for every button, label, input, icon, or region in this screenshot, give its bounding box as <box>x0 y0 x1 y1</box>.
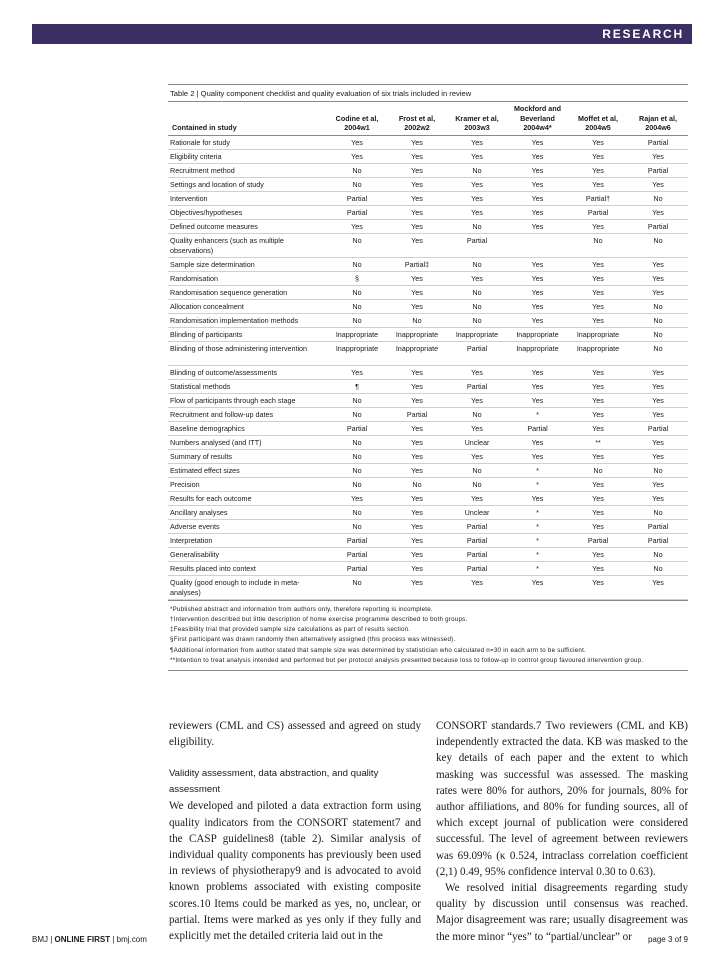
table-cell: Yes <box>628 575 688 599</box>
table-cell: Yes <box>628 285 688 299</box>
table-cell: Yes <box>568 505 628 519</box>
table-cell: No <box>327 163 387 177</box>
table-cell: Yes <box>387 205 447 219</box>
column-header-study: Moffet et al, 2004w5 <box>568 102 628 135</box>
footnote: *Published abstract and information from authors only, therefore reporting is incomplete. <box>170 605 433 613</box>
table-cell: Yes <box>507 219 568 233</box>
table-cell: Yes <box>507 257 568 271</box>
table-cell: Yes <box>387 575 447 599</box>
table-cell: Yes <box>507 491 568 505</box>
table-cell: Partial <box>387 407 447 421</box>
table-cell: No <box>447 313 507 327</box>
table-cell: Yes <box>387 365 447 379</box>
table-cell: No <box>447 407 507 421</box>
table-cell: No <box>327 449 387 463</box>
table-row <box>168 285 688 299</box>
table-cell: * <box>507 519 568 533</box>
table-cell: Inappropriate <box>327 341 387 365</box>
table-cell: Yes <box>568 561 628 575</box>
table-cell <box>507 233 568 257</box>
table-cell: No <box>628 547 688 561</box>
table-cell: No <box>327 177 387 191</box>
table-row <box>168 205 688 219</box>
table-cell: Inappropriate <box>327 327 387 341</box>
table-cell: Yes <box>447 205 507 219</box>
table-cell: No <box>628 561 688 575</box>
table-cell: No <box>628 233 688 257</box>
table-cell: Yes <box>568 393 628 407</box>
table-cell: Partial <box>447 341 507 365</box>
table-cell: Yes <box>507 177 568 191</box>
table-row <box>168 533 688 547</box>
quality-table <box>168 84 688 671</box>
table-cell: Yes <box>568 219 628 233</box>
table-cell: Yes <box>507 285 568 299</box>
table-cell: No <box>628 463 688 477</box>
table-cell: Yes <box>628 379 688 393</box>
table-cell: Yes <box>507 313 568 327</box>
table-cell: Yes <box>447 271 507 285</box>
table-cell: No <box>447 257 507 271</box>
row-label: Randomisation sequence generation <box>168 285 327 299</box>
row-label: Randomisation <box>168 271 327 285</box>
section-header-bar <box>32 24 692 44</box>
table-cell: Partial <box>628 219 688 233</box>
table-cell: * <box>507 533 568 547</box>
row-label: Rationale for study <box>168 135 327 149</box>
row-label: Results for each outcome <box>168 491 327 505</box>
row-label: Interpretation <box>168 533 327 547</box>
table-cell: Yes <box>568 299 628 313</box>
row-label: Statistical methods <box>168 379 327 393</box>
table-row <box>168 341 688 365</box>
table-cell: Yes <box>628 365 688 379</box>
table-cell: Yes <box>387 463 447 477</box>
table-cell: Yes <box>568 135 628 149</box>
footnote: §First participant was drawn randomly then alternatively assigned (this process was witnessed). <box>170 636 456 644</box>
table-cell: No <box>447 463 507 477</box>
table-cell: Yes <box>568 149 628 163</box>
table-title: Table 2 | Quality component checklist and quality evaluation of six trials included in review <box>168 84 688 102</box>
footnote: **Intention to treat analysis intended and performed but per protocol analysis presented because loss to follow-up in control group favoured intervention group. <box>170 656 644 664</box>
table-cell: * <box>507 477 568 491</box>
table-cell: Yes <box>568 519 628 533</box>
table-cell: Yes <box>327 135 387 149</box>
table-row <box>168 379 688 393</box>
table-body <box>168 135 688 599</box>
table-cell: Yes <box>628 149 688 163</box>
table-cell: Yes <box>327 491 387 505</box>
table-cell: No <box>327 285 387 299</box>
table-cell: No <box>327 505 387 519</box>
footer-separator: | <box>110 935 117 944</box>
table-row <box>168 257 688 271</box>
table-cell: Yes <box>387 299 447 313</box>
table-cell: Yes <box>387 547 447 561</box>
table-row <box>168 365 688 379</box>
table-cell: Yes <box>568 163 628 177</box>
table-cell: Yes <box>387 135 447 149</box>
row-label: Allocation concealment <box>168 299 327 313</box>
table-cell: No <box>628 313 688 327</box>
table-cell: No <box>447 163 507 177</box>
table-cell: Inappropriate <box>447 327 507 341</box>
table-cell: No <box>568 233 628 257</box>
table-cell: Yes <box>568 575 628 599</box>
edition-label: ONLINE FIRST <box>54 935 111 944</box>
row-label: Quality (good enough to include in meta-analyses) <box>168 575 327 599</box>
table-cell: No <box>628 341 688 365</box>
row-label: Numbers analysed (and ITT) <box>168 435 327 449</box>
table-row <box>168 575 688 599</box>
table-cell: * <box>507 505 568 519</box>
row-label: Blinding of those administering intervention <box>168 341 327 365</box>
table-cell: Yes <box>628 449 688 463</box>
table-cell: Yes <box>507 191 568 205</box>
table-cell: Yes <box>507 393 568 407</box>
table-cell: Yes <box>447 491 507 505</box>
table-cell: No <box>447 285 507 299</box>
table-row <box>168 219 688 233</box>
row-label: Settings and location of study <box>168 177 327 191</box>
table-cell: Yes <box>447 149 507 163</box>
table-cell: Yes <box>507 575 568 599</box>
table-cell: Yes <box>387 519 447 533</box>
table-cell: Partial <box>447 519 507 533</box>
table-cell: Partial <box>327 421 387 435</box>
table-cell: Yes <box>327 219 387 233</box>
table-cell: Inappropriate <box>387 341 447 365</box>
table-cell: Inappropriate <box>387 327 447 341</box>
table-cell: Partial <box>628 163 688 177</box>
table-row <box>168 491 688 505</box>
table-cell: Unclear <box>447 505 507 519</box>
row-label: Flow of participants through each stage <box>168 393 327 407</box>
table-cell: Yes <box>507 449 568 463</box>
table-cell: Yes <box>628 407 688 421</box>
table-cell: No <box>628 505 688 519</box>
table-cell: Yes <box>387 435 447 449</box>
table-cell: * <box>507 407 568 421</box>
table-cell: Partial <box>568 205 628 219</box>
table-cell: Yes <box>447 365 507 379</box>
table-cell: Partial <box>447 233 507 257</box>
table-cell: Yes <box>628 477 688 491</box>
table-cell: Yes <box>568 491 628 505</box>
table-row <box>168 505 688 519</box>
table-cell: Partial <box>327 205 387 219</box>
table-cell: Yes <box>387 421 447 435</box>
row-label: Intervention <box>168 191 327 205</box>
table-cell: Yes <box>447 449 507 463</box>
table-cell: ¶ <box>327 379 387 393</box>
table-cell: No <box>327 463 387 477</box>
table-row <box>168 561 688 575</box>
footnote: †Intervention described but little description of home exercise programme described to both groups. <box>170 615 468 623</box>
table-cell: Yes <box>507 135 568 149</box>
table-cell: Yes <box>387 191 447 205</box>
table-cell: Yes <box>387 491 447 505</box>
table-cell: No <box>327 393 387 407</box>
row-label: Quality enhancers (such as multiple observations) <box>168 233 327 257</box>
table-cell: Yes <box>387 149 447 163</box>
table-cell: Inappropriate <box>507 341 568 365</box>
footnote: ¶Additional information from author stated that sample size was determined by statistician who calculated n=30 in each arm to be sufficient. <box>170 646 587 654</box>
row-label: Defined outcome measures <box>168 219 327 233</box>
table-cell: Yes <box>387 163 447 177</box>
table-cell: Yes <box>628 271 688 285</box>
checklist-table <box>168 102 688 600</box>
table-cell: Yes <box>568 449 628 463</box>
column-header-study: Codine et al, 2004w1 <box>327 102 387 135</box>
table-cell: Partial‡ <box>387 257 447 271</box>
row-label: Generalisability <box>168 547 327 561</box>
table-cell: No <box>387 313 447 327</box>
table-cell: Partial <box>327 547 387 561</box>
table-row <box>168 393 688 407</box>
table-cell: Yes <box>387 449 447 463</box>
table-cell: Partial† <box>568 191 628 205</box>
column-header-study: Frost et al, 2002w2 <box>387 102 447 135</box>
table-cell: Partial <box>327 561 387 575</box>
row-label: Estimated effect sizes <box>168 463 327 477</box>
table-cell: Partial <box>447 533 507 547</box>
table-cell: Yes <box>447 393 507 407</box>
table-row <box>168 177 688 191</box>
table-row <box>168 163 688 177</box>
row-label: Objectives/hypotheses <box>168 205 327 219</box>
table-row <box>168 327 688 341</box>
column-header-study: Kramer et al, 2003w3 <box>447 102 507 135</box>
table-cell: Partial <box>447 379 507 393</box>
table-cell: Yes <box>447 135 507 149</box>
table-row <box>168 547 688 561</box>
table-cell: Yes <box>568 379 628 393</box>
table-row <box>168 299 688 313</box>
row-label: Summary of results <box>168 449 327 463</box>
table-cell: Yes <box>568 365 628 379</box>
table-cell: Yes <box>447 575 507 599</box>
table-cell: Yes <box>387 177 447 191</box>
table-cell: No <box>327 477 387 491</box>
table-cell: Yes <box>507 205 568 219</box>
table-cell: * <box>507 561 568 575</box>
paragraph: We resolved initial disagreements regarding study quality by discussion until consensus was reached. Major disagreement was rare; usually disagreement was the more minor “yes” to “partial/unclear” or <box>436 882 688 943</box>
table-cell: Yes <box>507 365 568 379</box>
table-cell: Yes <box>387 379 447 393</box>
table-cell: Partial <box>628 519 688 533</box>
table-cell: Yes <box>568 177 628 191</box>
paragraph: We developed and piloted a data extraction form using quality indicators from the CONSORT statement7 and the CASP guidelines8 (table 2). Similar analysis of individual quality components has previously been used in reviews of physiotherapy9 and is advocated to avoid known problems associated with existing composite scores.10 Items could be marked as yes, no, unclear, or partial. Items were marked as yes only if they fully and explicitly met the detailed criteria laid out in the <box>169 800 421 943</box>
table-cell: No <box>387 477 447 491</box>
footer-separator: | <box>48 935 55 944</box>
table-cell: No <box>568 463 628 477</box>
table-cell: No <box>628 191 688 205</box>
table-cell: No <box>327 575 387 599</box>
table-cell: No <box>447 219 507 233</box>
table-cell: Partial <box>447 561 507 575</box>
table-cell: Inappropriate <box>568 341 628 365</box>
row-label: Results placed into context <box>168 561 327 575</box>
table-cell: Yes <box>507 271 568 285</box>
table-cell: Inappropriate <box>568 327 628 341</box>
table-cell: Partial <box>628 421 688 435</box>
table-cell: No <box>447 299 507 313</box>
table-cell: Yes <box>628 491 688 505</box>
table-cell: No <box>628 299 688 313</box>
body-column-left <box>169 718 421 944</box>
table-cell: Yes <box>507 163 568 177</box>
table-cell: Partial <box>628 533 688 547</box>
row-label: Randomisation implementation methods <box>168 313 327 327</box>
row-label: Baseline demographics <box>168 421 327 435</box>
table-cell: Yes <box>387 219 447 233</box>
footer-journal <box>32 935 147 944</box>
row-label: Blinding of outcome/assessments <box>168 365 327 379</box>
table-cell: Yes <box>387 233 447 257</box>
table-cell: Yes <box>327 365 387 379</box>
table-cell: Yes <box>447 421 507 435</box>
table-row <box>168 477 688 491</box>
table-row <box>168 421 688 435</box>
table-cell: Yes <box>507 299 568 313</box>
table-cell: Yes <box>387 285 447 299</box>
body-column-right <box>436 718 688 945</box>
table-cell: No <box>327 313 387 327</box>
table-cell: No <box>327 233 387 257</box>
table-cell: Yes <box>507 435 568 449</box>
table-row <box>168 463 688 477</box>
table-row <box>168 313 688 327</box>
page-number: page 3 of 9 <box>647 935 688 944</box>
table-cell: Yes <box>507 379 568 393</box>
table-cell: Yes <box>447 177 507 191</box>
table-cell: Partial <box>568 533 628 547</box>
row-label: Recruitment and follow-up dates <box>168 407 327 421</box>
table-cell: No <box>327 299 387 313</box>
table-cell: Unclear <box>447 435 507 449</box>
table-row <box>168 191 688 205</box>
table-footnotes <box>168 600 688 672</box>
row-label: Precision <box>168 477 327 491</box>
table-header-row <box>168 102 688 135</box>
table-cell: * <box>507 547 568 561</box>
table-cell: No <box>327 407 387 421</box>
table-row <box>168 449 688 463</box>
column-header-label: Contained in study <box>168 102 327 135</box>
table-cell: * <box>507 463 568 477</box>
table-cell: Yes <box>568 547 628 561</box>
table-cell: Yes <box>387 505 447 519</box>
table-cell: Partial <box>327 533 387 547</box>
row-label: Blinding of participants <box>168 327 327 341</box>
table-cell: Yes <box>327 149 387 163</box>
table-row <box>168 271 688 285</box>
table-cell: § <box>327 271 387 285</box>
table-row <box>168 135 688 149</box>
table-cell: Yes <box>568 271 628 285</box>
row-label: Sample size determination <box>168 257 327 271</box>
table-cell: Yes <box>628 257 688 271</box>
column-header-study: Rajan et al, 2004w6 <box>628 102 688 135</box>
row-label: Ancillary analyses <box>168 505 327 519</box>
table-cell: Yes <box>387 533 447 547</box>
table-cell: Yes <box>387 271 447 285</box>
table-cell: Yes <box>568 407 628 421</box>
row-label: Adverse events <box>168 519 327 533</box>
row-label: Recruitment method <box>168 163 327 177</box>
table-cell: No <box>447 477 507 491</box>
table-cell: ** <box>568 435 628 449</box>
table-cell: Partial <box>447 547 507 561</box>
table-cell: Yes <box>568 285 628 299</box>
journal-name: BMJ <box>32 935 48 944</box>
table-row <box>168 149 688 163</box>
table-cell: No <box>327 257 387 271</box>
table-cell: Yes <box>628 393 688 407</box>
column-header-study: Mockford and Beverland 2004w4* <box>507 102 568 135</box>
table-row <box>168 407 688 421</box>
table-cell: Partial <box>327 191 387 205</box>
table-cell: Inappropriate <box>507 327 568 341</box>
site-link[interactable]: bmj.com <box>116 935 147 944</box>
table-cell: No <box>327 519 387 533</box>
table-cell: Yes <box>387 561 447 575</box>
table-row <box>168 233 688 257</box>
table-cell: Partial <box>628 135 688 149</box>
footnote: ‡Feasibility trial that provided sample size calculations as part of results section. <box>170 626 411 634</box>
table-cell: Yes <box>568 257 628 271</box>
table-cell: Yes <box>507 149 568 163</box>
table-cell: Yes <box>628 205 688 219</box>
table-cell: No <box>327 435 387 449</box>
table-cell: No <box>628 327 688 341</box>
table-row <box>168 519 688 533</box>
paragraph: CONSORT standards.7 Two reviewers (CML and KB) independently extracted the data. KB was masked to the key details of each paper and the extent to which masking was successful was assessed. The masking rates were 80% for authors, 20% for journals, 80% for author affiliations, and 80% for funding sources, all of which except journal of publication were considered successful. The level of agreement between reviewers was 69.09% (κ 0.524, intraclass correlation coefficient (2,1) 0.49, 95% confidence interval 0.30 to 0.63). <box>436 720 688 878</box>
section-label: RESEARCH <box>602 27 684 41</box>
table-cell: Partial <box>507 421 568 435</box>
table-cell: Yes <box>447 191 507 205</box>
section-heading: Validity assessment, data abstraction, and quality assessment <box>169 768 379 796</box>
table-cell: Yes <box>568 477 628 491</box>
table-row <box>168 435 688 449</box>
paragraph: reviewers (CML and CS) assessed and agreed on study eligibility. <box>169 720 421 749</box>
table-cell: Yes <box>387 393 447 407</box>
table-cell: Yes <box>628 435 688 449</box>
table-cell: Yes <box>568 313 628 327</box>
row-label: Eligibility criteria <box>168 149 327 163</box>
table-cell: Yes <box>628 177 688 191</box>
table-cell: Yes <box>568 421 628 435</box>
